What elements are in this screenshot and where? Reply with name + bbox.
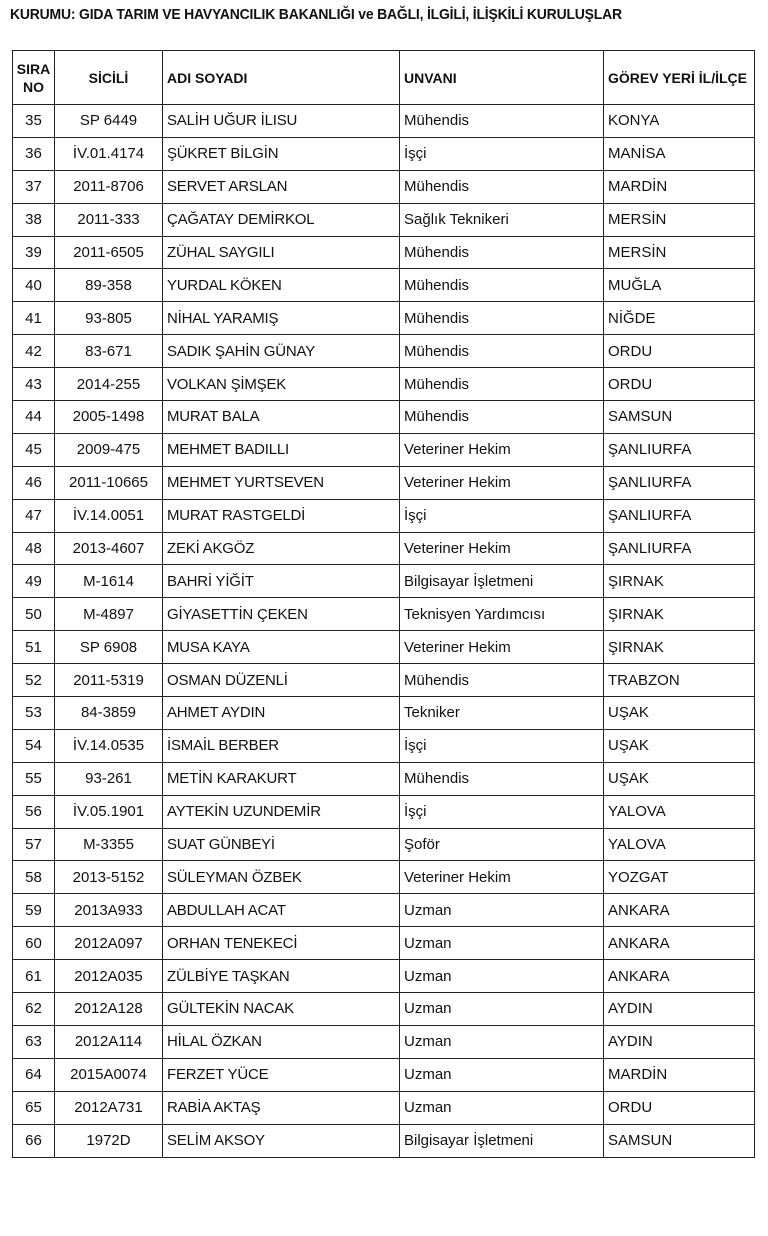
- cell-unvani: Veteriner Hekim: [400, 433, 604, 466]
- cell-sira-no: 53: [13, 697, 55, 730]
- cell-unvani: Mühendis: [400, 302, 604, 335]
- header-sira-line2: NO: [23, 78, 44, 95]
- table-row: [13, 993, 755, 1026]
- cell-sira-no: 35: [13, 105, 55, 138]
- table-row: [13, 861, 755, 894]
- cell-sicil: 2011-8706: [55, 170, 163, 203]
- cell-gorev-yeri: MARDİN: [604, 1058, 755, 1091]
- cell-gorev-yeri: SAMSUN: [604, 401, 755, 434]
- cell-adi-soyadi: MURAT RASTGELDİ: [163, 499, 400, 532]
- cell-sicil: 93-805: [55, 302, 163, 335]
- cell-adi-soyadi: MUSA KAYA: [163, 631, 400, 664]
- cell-sicil: 2005-1498: [55, 401, 163, 434]
- cell-gorev-yeri: UŞAK: [604, 697, 755, 730]
- cell-unvani: Uzman: [400, 993, 604, 1026]
- cell-gorev-yeri: ŞANLIURFA: [604, 499, 755, 532]
- cell-sira-no: 46: [13, 466, 55, 499]
- cell-sicil: M-1614: [55, 565, 163, 598]
- cell-adi-soyadi: ZÜLBİYE TAŞKAN: [163, 960, 400, 993]
- cell-adi-soyadi: NİHAL YARAMIŞ: [163, 302, 400, 335]
- cell-unvani: Veteriner Hekim: [400, 466, 604, 499]
- cell-adi-soyadi: MEHMET BADILLI: [163, 433, 400, 466]
- cell-adi-soyadi: GİYASETTİN ÇEKEN: [163, 598, 400, 631]
- cell-adi-soyadi: İSMAİL BERBER: [163, 729, 400, 762]
- header-unvani: UNVANI: [400, 51, 604, 105]
- cell-unvani: Uzman: [400, 1058, 604, 1091]
- cell-adi-soyadi: BAHRİ YİĞİT: [163, 565, 400, 598]
- cell-sicil: 2011-333: [55, 203, 163, 236]
- cell-sira-no: 45: [13, 433, 55, 466]
- cell-sira-no: 57: [13, 828, 55, 861]
- cell-sicil: 89-358: [55, 269, 163, 302]
- cell-unvani: Uzman: [400, 960, 604, 993]
- cell-adi-soyadi: ZEKİ AKGÖZ: [163, 532, 400, 565]
- cell-gorev-yeri: UŞAK: [604, 729, 755, 762]
- cell-sicil: 2009-475: [55, 433, 163, 466]
- cell-sicil: M-4897: [55, 598, 163, 631]
- cell-sicil: 2015A0074: [55, 1058, 163, 1091]
- table-row: [13, 927, 755, 960]
- cell-gorev-yeri: MERSİN: [604, 236, 755, 269]
- table-row: [13, 203, 755, 236]
- cell-unvani: Veteriner Hekim: [400, 631, 604, 664]
- personnel-table: [12, 50, 755, 1158]
- cell-gorev-yeri: ORDU: [604, 1091, 755, 1124]
- header-row: [13, 51, 755, 105]
- table-row: [13, 105, 755, 138]
- cell-unvani: Veteriner Hekim: [400, 532, 604, 565]
- cell-gorev-yeri: YOZGAT: [604, 861, 755, 894]
- header-gorev-yeri: GÖREV YERİ İL/İLÇE: [604, 51, 755, 105]
- cell-adi-soyadi: MURAT BALA: [163, 401, 400, 434]
- cell-unvani: Bilgisayar İşletmeni: [400, 1124, 604, 1157]
- cell-unvani: Mühendis: [400, 105, 604, 138]
- cell-gorev-yeri: MUĞLA: [604, 269, 755, 302]
- cell-gorev-yeri: ŞIRNAK: [604, 631, 755, 664]
- cell-gorev-yeri: UŞAK: [604, 762, 755, 795]
- cell-sicil: 2013-4607: [55, 532, 163, 565]
- table-row: [13, 302, 755, 335]
- cell-adi-soyadi: VOLKAN ŞİMŞEK: [163, 368, 400, 401]
- cell-sicil: 83-671: [55, 335, 163, 368]
- cell-gorev-yeri: TRABZON: [604, 664, 755, 697]
- cell-gorev-yeri: ŞIRNAK: [604, 598, 755, 631]
- cell-adi-soyadi: SÜLEYMAN ÖZBEK: [163, 861, 400, 894]
- cell-sicil: 2012A731: [55, 1091, 163, 1124]
- cell-unvani: Mühendis: [400, 236, 604, 269]
- table-row: [13, 269, 755, 302]
- cell-gorev-yeri: MERSİN: [604, 203, 755, 236]
- cell-adi-soyadi: MEHMET YURTSEVEN: [163, 466, 400, 499]
- cell-sira-no: 54: [13, 729, 55, 762]
- cell-sira-no: 61: [13, 960, 55, 993]
- cell-unvani: İşçi: [400, 137, 604, 170]
- cell-sira-no: 56: [13, 795, 55, 828]
- cell-sira-no: 62: [13, 993, 55, 1026]
- cell-sicil: 2011-10665: [55, 466, 163, 499]
- cell-sira-no: 47: [13, 499, 55, 532]
- table-row: [13, 894, 755, 927]
- cell-gorev-yeri: ŞANLIURFA: [604, 433, 755, 466]
- cell-adi-soyadi: ÇAĞATAY DEMİRKOL: [163, 203, 400, 236]
- table-row: [13, 499, 755, 532]
- cell-sira-no: 41: [13, 302, 55, 335]
- page-title: KURUMU: GIDA TARIM VE HAVYANCILIK BAKANLIĞI ve BAĞLI, İLGİLİ, İLİŞKİLİ KURULUŞLAR: [10, 6, 622, 23]
- table-row: [13, 565, 755, 598]
- cell-sicil: 2012A035: [55, 960, 163, 993]
- cell-sicil: 2013A933: [55, 894, 163, 927]
- cell-adi-soyadi: SALİH UĞUR İLISU: [163, 105, 400, 138]
- cell-gorev-yeri: MARDİN: [604, 170, 755, 203]
- cell-gorev-yeri: AYDIN: [604, 1025, 755, 1058]
- table-row: [13, 631, 755, 664]
- cell-sicil: 84-3859: [55, 697, 163, 730]
- cell-adi-soyadi: ŞÜKRET BİLGİN: [163, 137, 400, 170]
- table-row: [13, 466, 755, 499]
- cell-sicil: İV.05.1901: [55, 795, 163, 828]
- header-sira-no: [13, 51, 55, 105]
- cell-sira-no: 64: [13, 1058, 55, 1091]
- cell-sicil: 2012A128: [55, 993, 163, 1026]
- cell-gorev-yeri: ANKARA: [604, 927, 755, 960]
- table-row: [13, 598, 755, 631]
- cell-adi-soyadi: GÜLTEKİN NACAK: [163, 993, 400, 1026]
- cell-gorev-yeri: ŞANLIURFA: [604, 532, 755, 565]
- cell-sira-no: 49: [13, 565, 55, 598]
- cell-sicil: 2013-5152: [55, 861, 163, 894]
- cell-sira-no: 43: [13, 368, 55, 401]
- cell-adi-soyadi: SELİM AKSOY: [163, 1124, 400, 1157]
- cell-adi-soyadi: SERVET ARSLAN: [163, 170, 400, 203]
- table-row: [13, 828, 755, 861]
- cell-sira-no: 40: [13, 269, 55, 302]
- cell-sicil: 93-261: [55, 762, 163, 795]
- cell-adi-soyadi: HİLAL ÖZKAN: [163, 1025, 400, 1058]
- table-row: [13, 170, 755, 203]
- cell-adi-soyadi: FERZET YÜCE: [163, 1058, 400, 1091]
- cell-sira-no: 36: [13, 137, 55, 170]
- cell-sira-no: 39: [13, 236, 55, 269]
- cell-sicil: 2011-5319: [55, 664, 163, 697]
- cell-adi-soyadi: ORHAN TENEKECİ: [163, 927, 400, 960]
- cell-sicil: İV.01.4174: [55, 137, 163, 170]
- table-row: [13, 762, 755, 795]
- cell-unvani: Mühendis: [400, 335, 604, 368]
- cell-sicil: SP 6908: [55, 631, 163, 664]
- table-body: [13, 105, 755, 1158]
- table-row: [13, 532, 755, 565]
- cell-sicil: İV.14.0535: [55, 729, 163, 762]
- cell-sicil: M-3355: [55, 828, 163, 861]
- cell-unvani: Uzman: [400, 1091, 604, 1124]
- cell-gorev-yeri: ANKARA: [604, 894, 755, 927]
- table-row: [13, 236, 755, 269]
- cell-unvani: Uzman: [400, 894, 604, 927]
- cell-unvani: İşçi: [400, 795, 604, 828]
- cell-unvani: İşçi: [400, 729, 604, 762]
- cell-adi-soyadi: ZÜHAL SAYGILI: [163, 236, 400, 269]
- cell-sira-no: 66: [13, 1124, 55, 1157]
- cell-adi-soyadi: RABİA AKTAŞ: [163, 1091, 400, 1124]
- cell-sira-no: 59: [13, 894, 55, 927]
- table-header: [13, 51, 755, 105]
- cell-unvani: Uzman: [400, 927, 604, 960]
- table-row: [13, 1058, 755, 1091]
- cell-sicil: 2014-255: [55, 368, 163, 401]
- cell-sira-no: 58: [13, 861, 55, 894]
- cell-gorev-yeri: NİĞDE: [604, 302, 755, 335]
- cell-sicil: 2011-6505: [55, 236, 163, 269]
- cell-sira-no: 51: [13, 631, 55, 664]
- cell-unvani: Tekniker: [400, 697, 604, 730]
- cell-sicil: SP 6449: [55, 105, 163, 138]
- cell-unvani: Mühendis: [400, 269, 604, 302]
- table-row: [13, 1124, 755, 1157]
- cell-sira-no: 42: [13, 335, 55, 368]
- cell-unvani: Bilgisayar İşletmeni: [400, 565, 604, 598]
- cell-sira-no: 65: [13, 1091, 55, 1124]
- cell-sicil: 2012A114: [55, 1025, 163, 1058]
- cell-adi-soyadi: SADIK ŞAHİN GÜNAY: [163, 335, 400, 368]
- table-row: [13, 1091, 755, 1124]
- table-row: [13, 664, 755, 697]
- cell-adi-soyadi: ABDULLAH ACAT: [163, 894, 400, 927]
- header-sira-line1: SIRA: [16, 60, 51, 77]
- cell-gorev-yeri: ANKARA: [604, 960, 755, 993]
- cell-sira-no: 38: [13, 203, 55, 236]
- cell-adi-soyadi: AYTEKİN UZUNDEMİR: [163, 795, 400, 828]
- cell-adi-soyadi: OSMAN DÜZENLİ: [163, 664, 400, 697]
- table-row: [13, 795, 755, 828]
- cell-adi-soyadi: SUAT GÜNBEYİ: [163, 828, 400, 861]
- cell-unvani: İşçi: [400, 499, 604, 532]
- cell-gorev-yeri: ORDU: [604, 335, 755, 368]
- table-row: [13, 729, 755, 762]
- cell-gorev-yeri: ŞIRNAK: [604, 565, 755, 598]
- cell-gorev-yeri: YALOVA: [604, 828, 755, 861]
- cell-sicil: İV.14.0051: [55, 499, 163, 532]
- cell-unvani: Şoför: [400, 828, 604, 861]
- table-row: [13, 368, 755, 401]
- cell-sira-no: 52: [13, 664, 55, 697]
- cell-unvani: Mühendis: [400, 368, 604, 401]
- cell-adi-soyadi: YURDAL KÖKEN: [163, 269, 400, 302]
- cell-adi-soyadi: METİN KARAKURT: [163, 762, 400, 795]
- cell-sira-no: 50: [13, 598, 55, 631]
- cell-adi-soyadi: AHMET AYDIN: [163, 697, 400, 730]
- cell-sicil: 1972D: [55, 1124, 163, 1157]
- cell-sira-no: 37: [13, 170, 55, 203]
- cell-gorev-yeri: YALOVA: [604, 795, 755, 828]
- table-row: [13, 697, 755, 730]
- cell-unvani: Sağlık Teknikeri: [400, 203, 604, 236]
- cell-gorev-yeri: AYDIN: [604, 993, 755, 1026]
- cell-sira-no: 55: [13, 762, 55, 795]
- cell-gorev-yeri: KONYA: [604, 105, 755, 138]
- cell-unvani: Mühendis: [400, 401, 604, 434]
- table-row: [13, 137, 755, 170]
- cell-gorev-yeri: ŞANLIURFA: [604, 466, 755, 499]
- table-row: [13, 335, 755, 368]
- cell-gorev-yeri: ORDU: [604, 368, 755, 401]
- cell-sira-no: 60: [13, 927, 55, 960]
- header-sicil: SİCİLİ: [55, 51, 163, 105]
- cell-unvani: Mühendis: [400, 664, 604, 697]
- cell-sira-no: 63: [13, 1025, 55, 1058]
- cell-gorev-yeri: SAMSUN: [604, 1124, 755, 1157]
- header-adi-soyadi: ADI SOYADI: [163, 51, 400, 105]
- cell-unvani: Mühendis: [400, 762, 604, 795]
- table-row: [13, 433, 755, 466]
- cell-sira-no: 48: [13, 532, 55, 565]
- cell-unvani: Uzman: [400, 1025, 604, 1058]
- cell-sicil: 2012A097: [55, 927, 163, 960]
- cell-unvani: Mühendis: [400, 170, 604, 203]
- cell-unvani: Teknisyen Yardımcısı: [400, 598, 604, 631]
- cell-unvani: Veteriner Hekim: [400, 861, 604, 894]
- table-row: [13, 401, 755, 434]
- table-row: [13, 1025, 755, 1058]
- cell-sira-no: 44: [13, 401, 55, 434]
- table-row: [13, 960, 755, 993]
- cell-gorev-yeri: MANİSA: [604, 137, 755, 170]
